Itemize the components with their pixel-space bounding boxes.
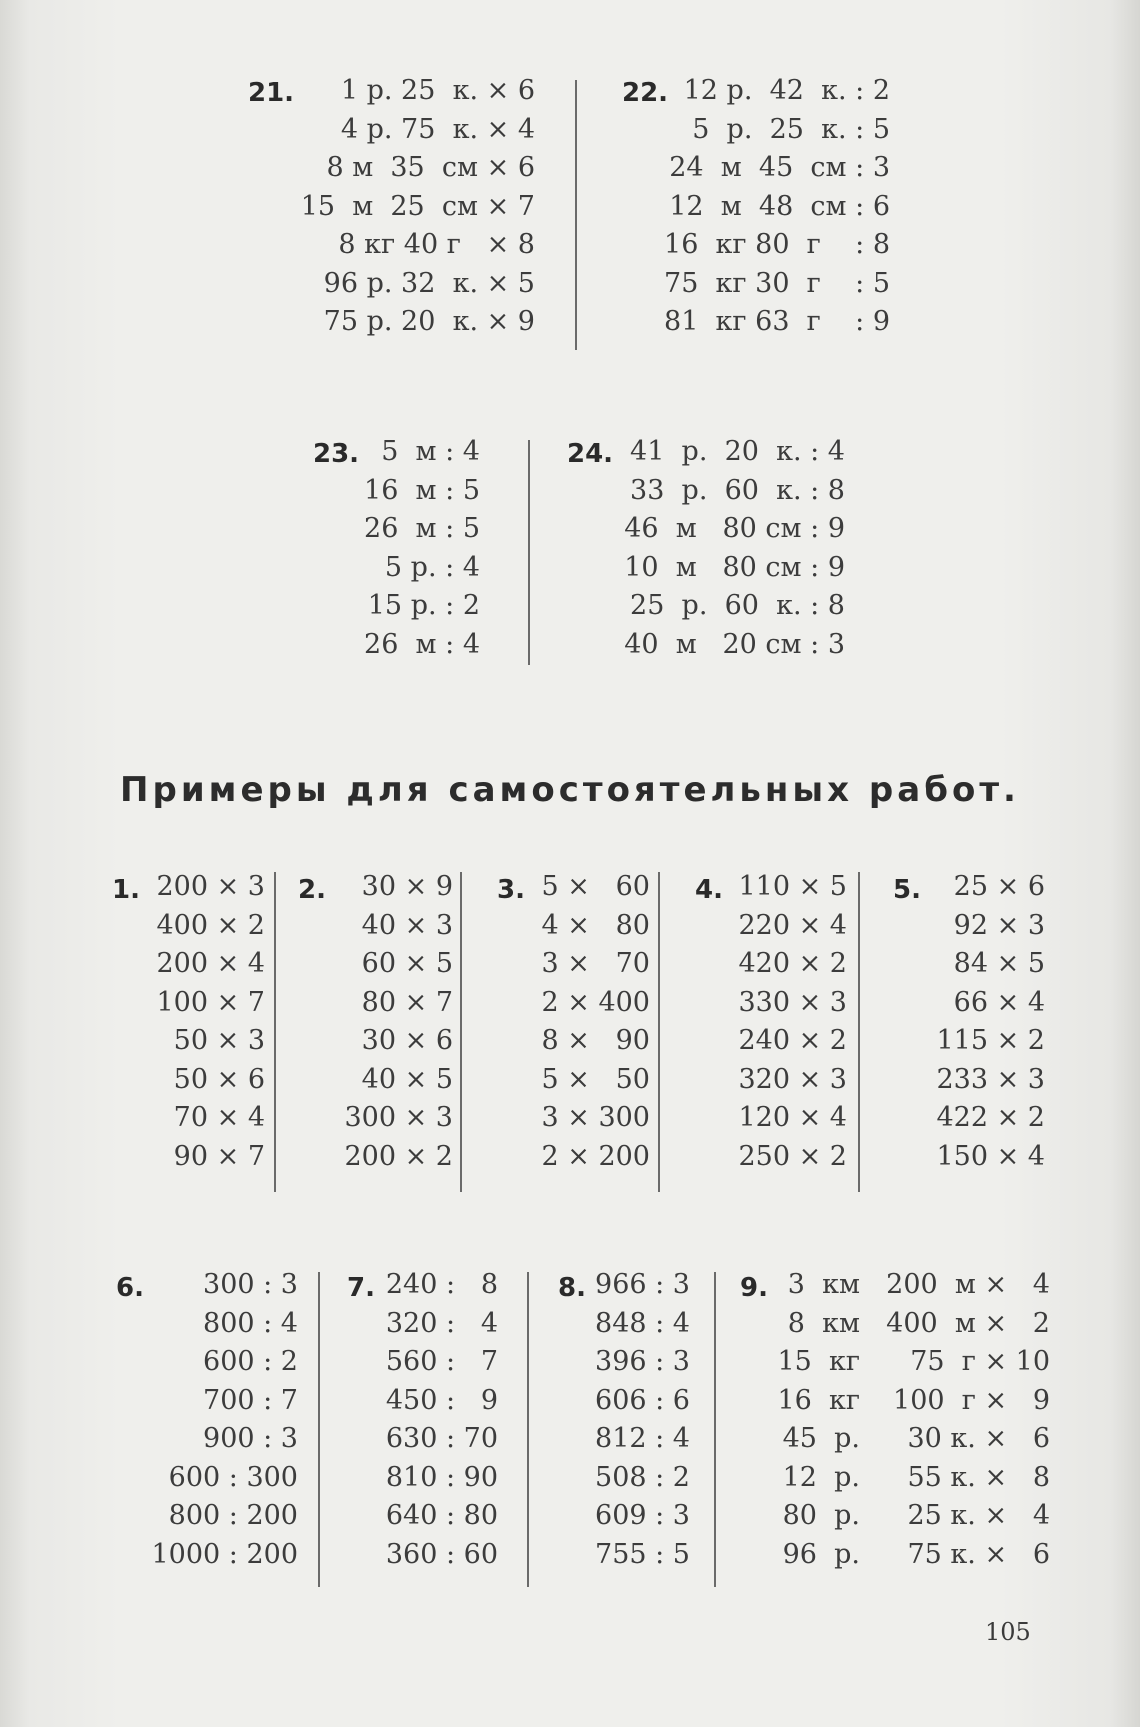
exercise-4-list [722, 868, 847, 1176]
exercise-4-line: 250 × 2 [738, 1140, 847, 1172]
exercise-8-line: 609 : 3 [595, 1500, 690, 1531]
divider-rule [274, 872, 276, 1192]
exercise-2-line: 80 × 7 [361, 986, 453, 1018]
exercise-1-line: 90 × 7 [173, 1140, 265, 1172]
exercise-9-first-quantity: 3 км [787, 1269, 860, 1300]
exercise-4-line: 420 × 2 [738, 948, 847, 979]
divider-rule [460, 872, 462, 1192]
exercise-5-line: 25 × 6 [953, 871, 1045, 902]
divider-rule [318, 1272, 320, 1587]
exercise-3-number: 3. [497, 875, 525, 905]
exercise-3-line: 3 × 70 [541, 948, 650, 979]
problem-24-line: 46 м 80 см : 9 [624, 513, 845, 544]
exercise-4-line: 330 × 3 [738, 986, 847, 1018]
problem-24-line: 40 м 20 см : 3 [624, 628, 845, 660]
problem-21-line: 96 р. 32 к. × 5 [323, 267, 535, 299]
problem-22-line: 12 м 48 см : 6 [669, 190, 890, 222]
exercise-9-second-quantity: 75 г × 10 [910, 1346, 1050, 1377]
exercise-9-line [775, 1343, 1050, 1382]
exercise-8-line: 848 : 4 [595, 1307, 690, 1339]
exercise-7-line: 640 : 80 [385, 1500, 498, 1531]
problem-24-line: 10 м 80 см : 9 [624, 551, 845, 583]
exercise-5-number: 5. [893, 875, 921, 905]
exercise-7-line: 810 : 90 [385, 1461, 498, 1493]
exercise-9-first-quantity: 96 р. [782, 1538, 860, 1570]
exercise-2-line: 30 × 9 [361, 871, 453, 902]
exercise-5-line: 115 × 2 [936, 1025, 1045, 1056]
exercise-9-second-quantity: 400 м × 2 [886, 1307, 1050, 1339]
exercise-7-line: 320 : 4 [385, 1307, 498, 1339]
exercise-1-number: 1. [112, 875, 140, 905]
exercise-3-line: 5 × 60 [541, 871, 650, 902]
exercise-6-line: 600 : 300 [168, 1461, 298, 1493]
exercise-1-line: 200 × 4 [156, 948, 265, 979]
divider-rule [575, 80, 577, 350]
problem-21-number: 21. [248, 78, 295, 108]
exercise-8-number: 8. [558, 1273, 586, 1303]
exercise-3-line: 4 × 80 [541, 909, 650, 941]
exercise-3-line: 8 × 90 [541, 1025, 650, 1056]
exercise-9-line [775, 1266, 1050, 1305]
problem-22-line: 75 кг 30 г : 5 [664, 267, 890, 299]
exercise-5-list [920, 868, 1045, 1176]
exercise-2-line: 300 × 3 [344, 1102, 453, 1133]
problem-24-line: 33 р. 60 к. : 8 [630, 474, 845, 506]
exercise-9-first-quantity: 80 р. [782, 1500, 860, 1531]
exercise-7-line: 360 : 60 [385, 1538, 498, 1570]
problem-21-line: 15 м 25 см × 7 [300, 190, 535, 222]
exercise-5-line: 422 × 2 [936, 1102, 1045, 1133]
exercise-9-line [775, 1382, 1050, 1421]
problem-21-line: 8 м 35 см × 6 [326, 152, 535, 183]
exercise-4-line: 120 × 4 [738, 1102, 847, 1133]
exercise-8-line: 606 : 6 [595, 1384, 690, 1416]
exercise-1-line: 50 × 6 [173, 1063, 265, 1095]
exercise-1-line: 50 × 3 [173, 1025, 265, 1056]
problem-21-line: 1 р. 25 к. × 6 [340, 75, 535, 106]
problem-24-list [600, 433, 845, 664]
problem-21-list [300, 72, 535, 342]
problem-24-line: 25 р. 60 к. : 8 [630, 590, 845, 621]
divider-rule [714, 1272, 716, 1587]
exercise-9-first-quantity: 16 кг [777, 1384, 860, 1416]
problem-21-line: 4 р. 75 к. × 4 [340, 113, 535, 145]
exercise-6-line: 800 : 4 [203, 1307, 298, 1339]
divider-rule [858, 872, 860, 1192]
exercise-7-number: 7. [347, 1273, 375, 1303]
exercise-6-line: 800 : 200 [168, 1500, 298, 1531]
divider-rule [658, 872, 660, 1192]
exercise-8-line: 508 : 2 [595, 1461, 690, 1493]
problem-23-list [350, 433, 480, 664]
exercise-9-number: 9. [740, 1273, 768, 1303]
exercise-6-line: 600 : 2 [203, 1346, 298, 1377]
exercise-9-second-quantity: 25 к. × 4 [907, 1500, 1050, 1531]
problem-21-line: 8 кг 40 г × 8 [338, 229, 535, 260]
problem-23-line: 5 р. : 4 [384, 551, 480, 583]
exercise-2-line: 200 × 2 [344, 1140, 453, 1172]
problem-23-line: 26 м : 4 [364, 628, 480, 660]
exercise-8-list [590, 1266, 690, 1574]
exercise-4-line: 220 × 4 [738, 909, 847, 941]
exercise-7-line: 240 : 8 [385, 1269, 498, 1300]
section-heading: Примеры для самостоятельных работ. [120, 770, 1020, 810]
exercise-1-line: 400 × 2 [156, 909, 265, 941]
exercise-8-line: 812 : 4 [595, 1423, 690, 1454]
exercise-9-second-quantity: 30 к. × 6 [907, 1423, 1050, 1454]
exercise-5-line: 92 × 3 [953, 909, 1045, 941]
exercise-7-line: 630 : 70 [385, 1423, 498, 1454]
exercise-9-first-quantity: 12 р. [782, 1461, 860, 1493]
exercise-9-second-quantity: 75 к. × 6 [907, 1538, 1050, 1570]
problem-23-line: 26 м : 5 [364, 513, 480, 544]
exercise-3-line: 2 × 200 [541, 1140, 650, 1172]
exercise-1-line: 100 × 7 [156, 986, 265, 1018]
exercise-3-line: 3 × 300 [541, 1102, 650, 1133]
exercise-2-line: 40 × 3 [361, 909, 453, 941]
problem-22-line: 12 р. 42 к. : 2 [683, 75, 890, 106]
exercise-9-second-quantity: 55 к. × 8 [907, 1461, 1050, 1493]
exercise-6-line: 900 : 3 [203, 1423, 298, 1454]
exercise-7-list [380, 1266, 498, 1574]
exercise-5-line: 150 × 4 [936, 1140, 1045, 1172]
problem-23-line: 15 р. : 2 [367, 590, 480, 621]
problem-24-number: 24. [567, 439, 614, 469]
exercise-2-line: 30 × 6 [361, 1025, 453, 1056]
exercise-9-line [775, 1497, 1050, 1536]
exercise-8-line: 396 : 3 [595, 1346, 690, 1377]
exercise-8-line: 755 : 5 [595, 1538, 690, 1570]
page-number: 105 [985, 1618, 1031, 1646]
exercise-6-list [150, 1266, 298, 1574]
exercise-9-first-quantity: 15 кг [777, 1346, 860, 1377]
exercise-2-number: 2. [298, 875, 326, 905]
problem-22-line: 16 кг 80 г : 8 [664, 229, 890, 260]
exercise-3-line: 5 × 50 [541, 1063, 650, 1095]
exercise-4-line: 110 × 5 [738, 871, 847, 902]
exercise-6-line: 700 : 7 [203, 1384, 298, 1416]
exercise-9-second-quantity: 100 г × 9 [893, 1384, 1050, 1416]
problem-22-line: 81 кг 63 г : 9 [664, 306, 890, 337]
exercise-6-line: 1000 : 200 [151, 1538, 298, 1570]
problem-22-number: 22. [622, 78, 669, 108]
exercise-4-line: 320 × 3 [738, 1063, 847, 1095]
exercise-8-line: 966 : 3 [595, 1269, 690, 1300]
divider-rule [527, 1272, 529, 1587]
exercise-9-line [775, 1536, 1050, 1575]
exercise-9-line [775, 1459, 1050, 1498]
divider-rule [528, 440, 530, 665]
problem-21-line: 75 р. 20 к. × 9 [323, 306, 535, 337]
exercise-2-line: 60 × 5 [361, 948, 453, 979]
exercise-3-list [530, 868, 650, 1176]
problem-23-number: 23. [313, 439, 360, 469]
problem-23-line: 16 м : 5 [364, 474, 480, 506]
exercise-9-second-quantity: 200 м × 4 [886, 1269, 1050, 1300]
exercise-7-line: 450 : 9 [385, 1384, 498, 1416]
exercise-9-line [775, 1420, 1050, 1459]
exercise-5-line: 66 × 4 [953, 986, 1045, 1018]
exercise-7-line: 560 : 7 [385, 1346, 498, 1377]
exercise-3-line: 2 × 400 [541, 986, 650, 1018]
problem-22-list [640, 72, 890, 342]
exercise-9-first-quantity: 45 р. [782, 1423, 860, 1454]
problem-23-line: 5 м : 4 [381, 436, 480, 467]
exercise-6-number: 6. [116, 1273, 144, 1303]
exercise-5-line: 84 × 5 [953, 948, 1045, 979]
problem-22-line: 24 м 45 см : 3 [669, 152, 890, 183]
exercise-2-list [325, 868, 453, 1176]
exercise-9-line [775, 1305, 1050, 1344]
exercise-4-line: 240 × 2 [738, 1025, 847, 1056]
exercise-9-first-quantity: 8 км [787, 1307, 860, 1339]
exercise-2-line: 40 × 5 [361, 1063, 453, 1095]
exercise-9-list [775, 1266, 1050, 1574]
problem-24-line: 41 р. 20 к. : 4 [630, 436, 845, 467]
exercise-1-list [140, 868, 265, 1176]
exercise-1-line: 70 × 4 [173, 1102, 265, 1133]
exercise-6-line: 300 : 3 [203, 1269, 298, 1300]
exercise-4-number: 4. [695, 875, 723, 905]
problem-22-line: 5 р. 25 к. : 5 [692, 113, 890, 145]
exercise-5-line: 233 × 3 [936, 1063, 1045, 1095]
exercise-1-line: 200 × 3 [156, 871, 265, 902]
